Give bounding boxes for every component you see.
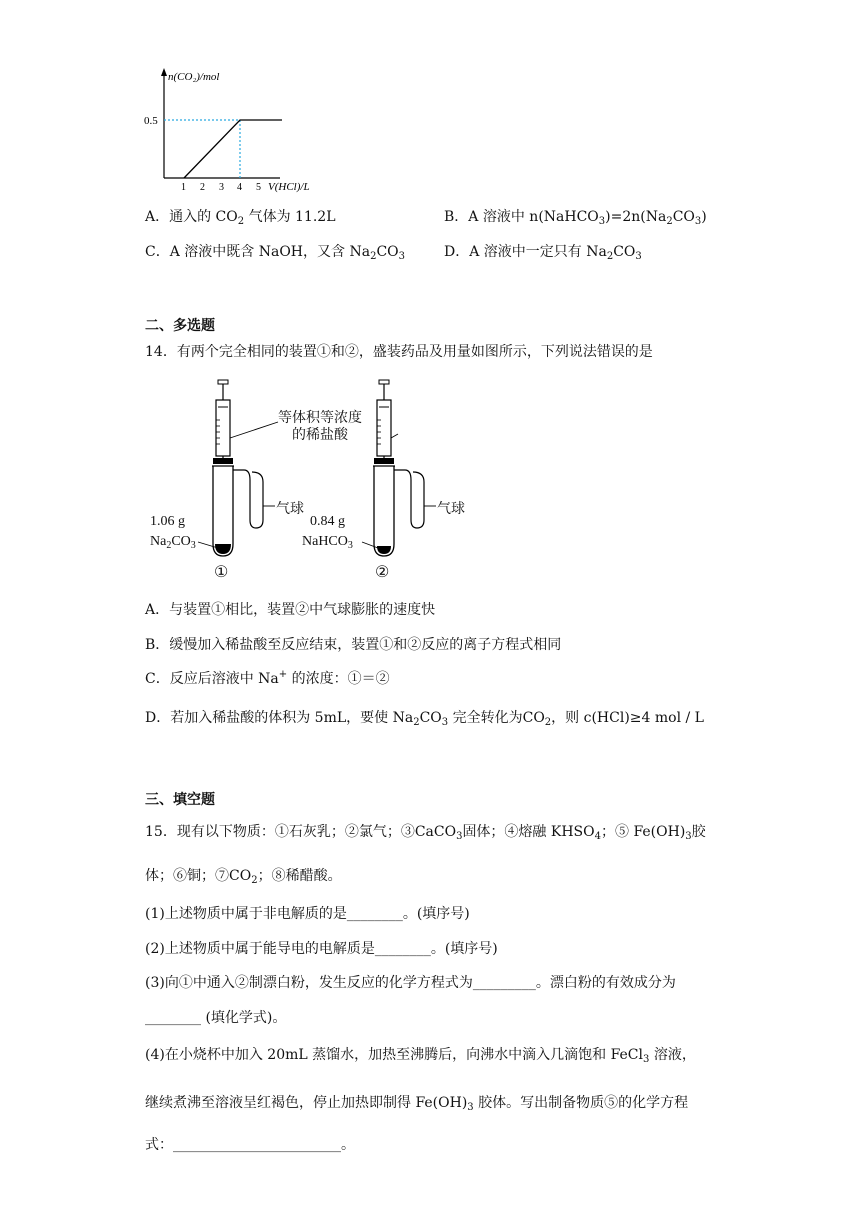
q15-stem-line1: 15．现有以下物质：①石灰乳；②氯气；③CaCO$_3$固体；④熔融 $KHSO_4$；⑤ $Fe(OH)_3$胶 [145, 824, 706, 842]
x-tick-1: 1 [181, 182, 186, 193]
x-axis-label: V(HCl)/L [268, 181, 310, 193]
q14-option-d: D．若加入稀盐酸的体积为 5mL，要使 $Na_2CO_3$ 完全转化为$CO_2$，则 c(HCl)≥4 mol / L [145, 710, 704, 728]
syringe-label-line1: 等体积等浓度 [278, 410, 362, 426]
reagent-1-mass: 1.06 g [150, 514, 185, 529]
q14-stem: 14．有两个完全相同的装置①和②，盛装药品及用量如图所示，下列说法错误的是 [145, 344, 653, 360]
q13-option-a: A．通入的 $CO_2$ 气体为 11.2L [145, 209, 336, 227]
balloon-label-2: 气球 [437, 501, 465, 517]
reagent-1-label [150, 512, 196, 552]
q13-option-c: C．A 溶液中既含 NaOH，又含 $Na_2CO_3$ [145, 244, 406, 262]
q15-part-2: (2)上述物质中属于能导电的电解质是________。(填序号) [145, 941, 498, 957]
section-heading-fill-in: 三、填空题 [145, 792, 215, 808]
section-heading-multiple-choice: 二、多选题 [145, 318, 215, 334]
q13-option-d: D．A 溶液中一定只有 $Na_2CO_3$ [444, 244, 642, 262]
reagent-1-formula: $Na_2CO_3$ [150, 534, 196, 551]
apparatus-figure [140, 372, 480, 588]
q15-part-4-line2: 继续煮沸至溶液呈红褐色，停止加热即制得 $Fe(OH)_3$ 胶体。写出制备物质⑤的化学方程 [145, 1095, 689, 1113]
reagent-2-label [302, 512, 353, 552]
q15-stem-line2: 体；⑥铜；$⑦CO_2$；⑧稀醋酸。 [145, 868, 342, 886]
co2-hcl-graph [140, 62, 340, 202]
y-tick-label: 0.5 [144, 115, 158, 127]
q14-option-b: B．缓慢加入稀盐酸至反应结束，装置①和②反应的离子方程式相同 [145, 637, 562, 653]
q14-option-c: C．反应后溶液中 Na+ 的浓度：①＝② [145, 669, 390, 687]
q15-part-1: (1)上述物质中属于非电解质的是________。(填序号) [145, 906, 470, 922]
q15-part-4-line1: (4)在小烧杯中加入 20mL 蒸馏水，加热至沸腾后，向沸水中滴入几滴饱和 FeCl$_3$ 溶液， [145, 1047, 696, 1065]
q15-part-3-line2: ________ (填化学式)。 [145, 1010, 287, 1026]
x-tick-3: 3 [219, 182, 224, 193]
syringe-label [250, 410, 390, 444]
q14-option-a: A．与装置①相比，装置②中气球膨胀的速度快 [145, 602, 436, 618]
syringe-label-line2: 的稀盐酸 [292, 427, 348, 443]
reagent-2-formula: NaHCO$_3$ [302, 534, 353, 551]
co2-curve [184, 120, 282, 178]
y-axis-arrow [161, 68, 167, 76]
x-tick-5: 5 [256, 182, 261, 193]
device-2 [362, 380, 436, 556]
x-tick-2: 2 [200, 182, 205, 193]
device-2-mark: ② [375, 562, 390, 581]
q15-part-3-line1: (3)向①中通入②制漂白粉，发生反应的化学方程式为_________。漂白粉的有效成分为 [145, 975, 676, 991]
reagent-2-mass: 0.84 g [310, 514, 345, 529]
device-1 [198, 380, 278, 556]
q13-option-b: B．A 溶液中 $n(NaHCO_3)=2n(Na_2CO_3)$ [444, 209, 707, 227]
y-axis-label: n(CO₂)/mol [168, 71, 220, 83]
x-tick-4: 4 [237, 182, 242, 193]
q15-part-4-line3: 式：________________________。 [145, 1137, 355, 1153]
device-1-mark: ① [214, 562, 229, 581]
balloon-label-1: 气球 [276, 501, 304, 517]
